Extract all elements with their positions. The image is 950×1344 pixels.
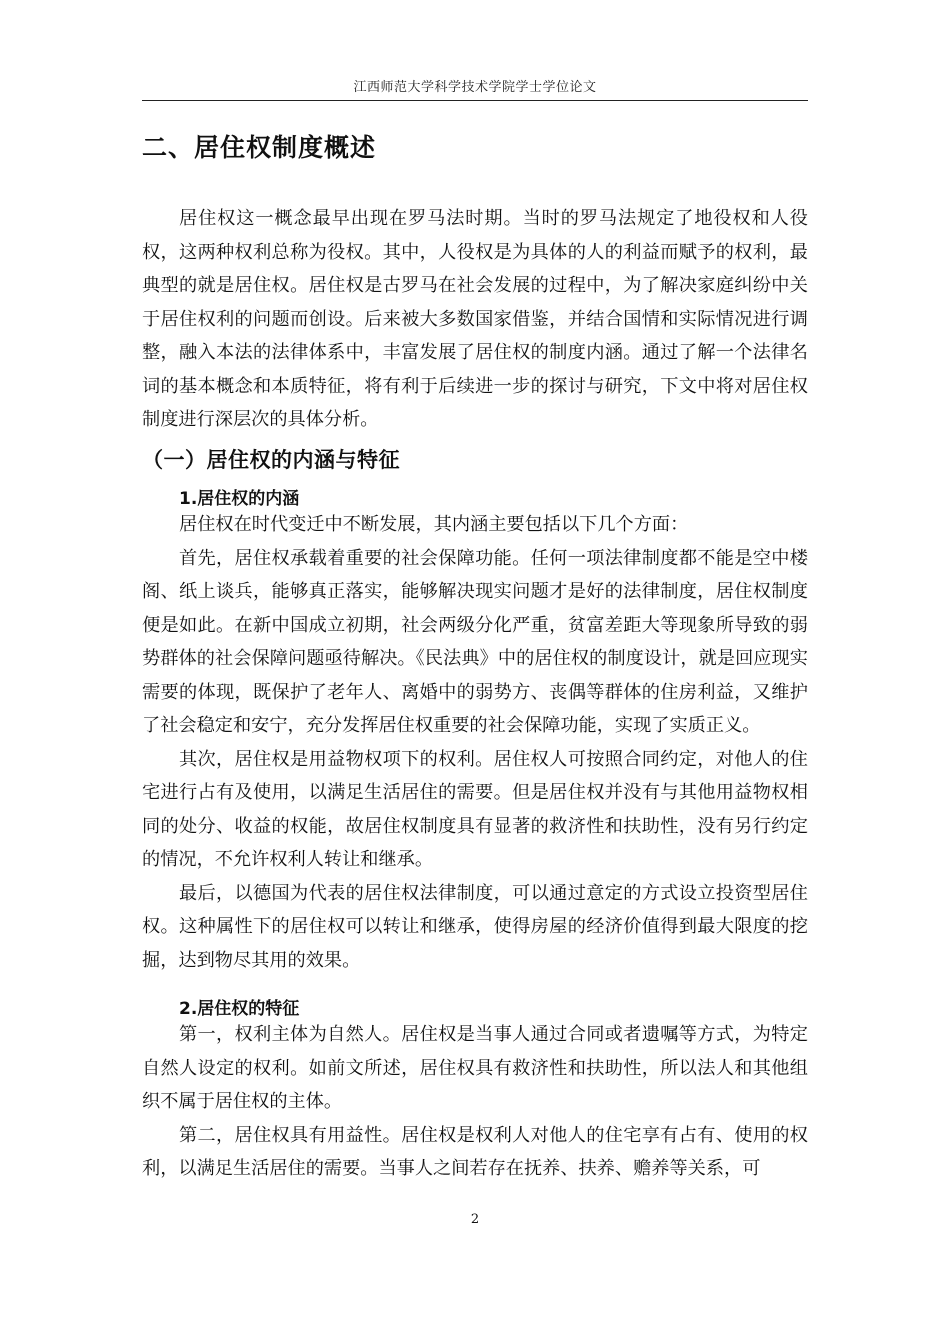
meaning-paragraph-1: 居住权在时代变迁中不断发展，其内涵主要包括以下几个方面： <box>179 514 689 535</box>
page-number: 2 <box>470 1212 480 1227</box>
meaning-paragraph-3: 其次，居住权是用益物权项下的权利。居住权人可按照合同约定，对他人的住宅进行占有及使用，以满足生活居住的需要。但是居住权并没有与其他用益物权相同的处分、收益的权能，故居住权制度具有显著的救济性和扶助性，没有另行约定的情况，不允许权利人转让和继承。 <box>142 748 808 870</box>
meaning-paragraphs <box>142 508 808 977</box>
features-paragraph-2: 第二，居住权具有用益性。居住权是权利人对他人的住宅享有占有、使用的权利，以满足生活居住的需要。当事人之间若存在抚养、扶养、赡养等关系，可 <box>142 1124 808 1179</box>
running-header: 江西师范大学科学技术学院学士学位论文 <box>353 80 597 95</box>
meaning-paragraph-4: 最后，以德国为代表的居住权法律制度，可以通过意定的方式设立投资型居住权。这种属性下的居住权可以转让和继承，使得房屋的经济价值得到最大限度的挖掘，达到物尽其用的效果。 <box>142 882 808 971</box>
subsection-title-features: 2.居住权的特征 <box>179 999 300 1019</box>
subsection-title-meaning: 1.居住权的内涵 <box>179 489 300 509</box>
meaning-paragraph-2: 首先，居住权承载着重要的社会保障功能。任何一项法律制度都不能是空中楼阁、纸上谈兵，能够真正落实，能够解决现实问题才是好的法律制度，居住权制度便是如此。在新中国成立初期，社会两级分化严重，贫富差距大等现象所导致的弱势群体的社会保障问题亟待解决。《民法典》中的居住权的制度设计，就是回应现实需要的体现，既保护了老年人、离婚中的弱势方、丧偶等群体的住房利益，又维护了社会稳定和安宁，充分发挥居住权重要的社会保障功能，实现了实质正义。 <box>142 547 808 736</box>
features-paragraph-1: 第一，权利主体为自然人。居住权是当事人通过合同或者遗嘱等方式，为特定自然人设定的权利。如前文所述，居住权具有救济性和扶助性，所以法人和其他组织不属于居住权的主体。 <box>142 1024 808 1112</box>
header-rule <box>142 100 808 101</box>
section-title: （一）居住权的内涵与特征 <box>142 448 400 472</box>
chapter-intro-paragraph: 居住权这一概念最早出现在罗马法时期。当时的罗马法规定了地役权和人役权，这两种权利总称为役权。其中，人役权是为具体的人的利益而赋予的权利，最典型的就是居住权。居住权是古罗马在社会发展的过程中，为了解决家庭纠纷中关于居住权利的问题而创设。后来被大多数国家借鉴，并结合国情和实际情况进行调整，融入本法的法律体系中，丰富发展了居住权的制度内涵。通过了解一个法律名词的基本概念和本质特征，将有利于后续进一步的探讨与研究，下文中将对居住权制度进行深层次的具体分析。 <box>142 208 808 430</box>
features-paragraphs <box>142 1018 808 1186</box>
chapter-title: 二、居住权制度概述 <box>142 133 377 162</box>
